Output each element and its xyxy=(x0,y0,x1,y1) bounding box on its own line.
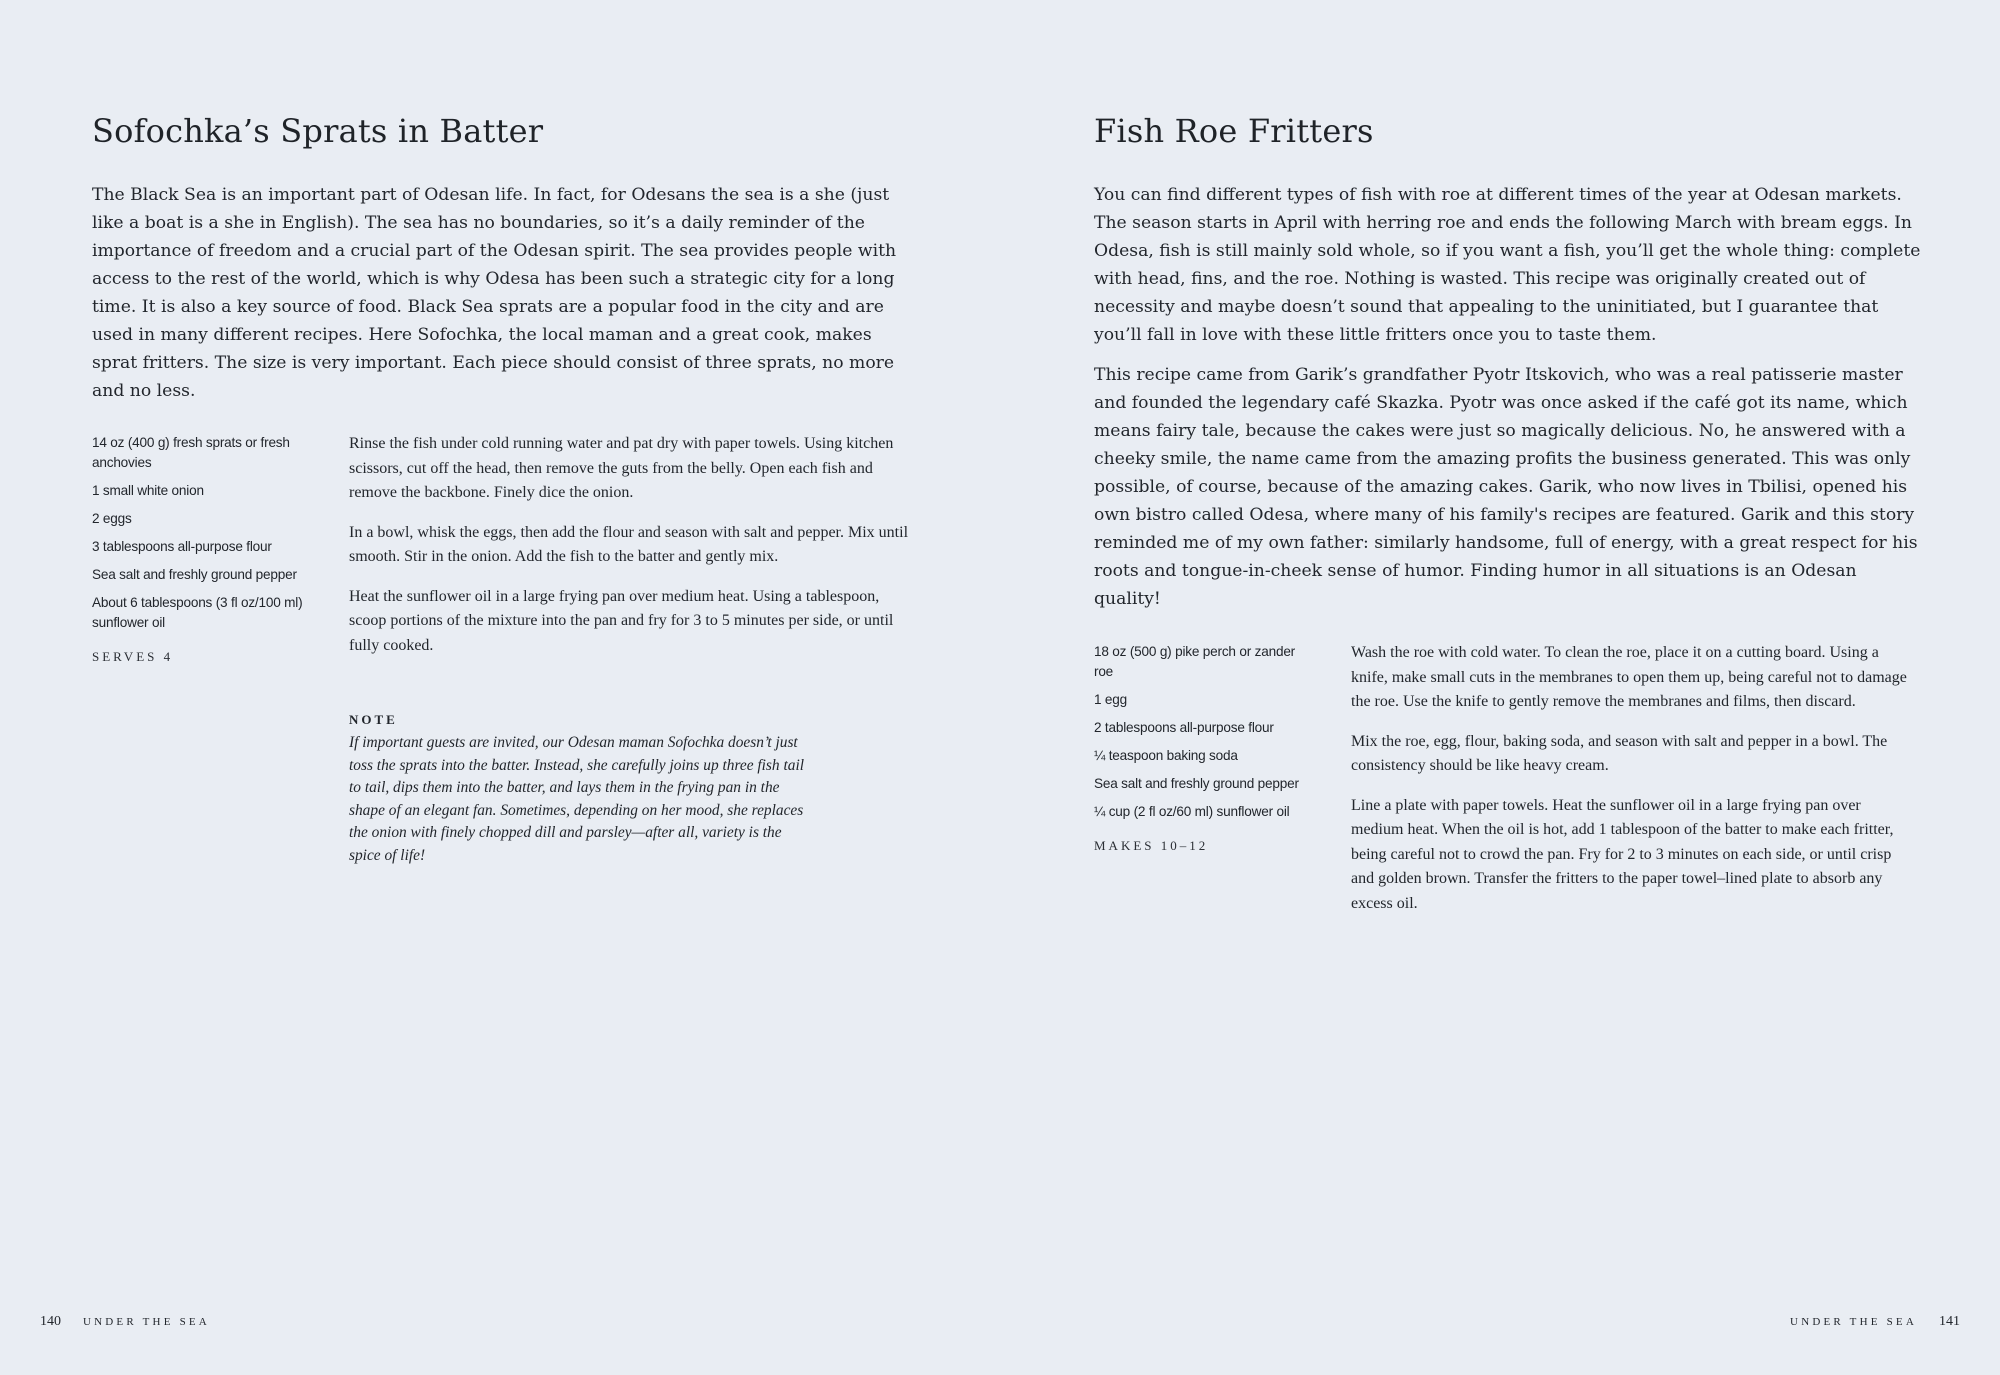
ingredient-item: 2 eggs xyxy=(92,511,132,526)
intro-paragraph: You can find different types of fish with roe at different times of the year at Odesan markets. The season starts in April with herring roe and ends the following March with bream eggs. In Odesa, fish is still mainly sold whole, so if you want a fish, you’ll get the whole thing: complete with head, fins, and the roe. Nothing is wasted. This recipe was originally created out of necessity and maybe doesn’t sound that appealing to the uninitiated, but I guarantee that you’ll fall in love with these little fritters once you to taste them. xyxy=(1094,185,1921,345)
ingredient-item: 14 oz (400 g) fresh sprats or fresh anchovies xyxy=(92,435,290,470)
ingredient-item: 1 small white onion xyxy=(92,483,204,498)
ingredient-item: 2 tablespoons all-purpose flour xyxy=(1094,720,1274,735)
method-step: Line a plate with paper towels. Heat the sunflower oil in a large frying pan over medium heat. When the oil is hot, add 1 tablespoon of the batter to make each fritter, being careful not to crowd the pan. Fry for 2 to 3 minutes on each side, or until crisp and golden brown. Transfer the fritters to the paper towel–lined plate to absorb any excess oil. xyxy=(1351,796,1894,912)
method-step: Heat the sunflower oil in a large frying pan over medium heat. Using a tablespoon, scoop portions of the mixture into the pan and fry for 3 to 5 minutes per side, or until fully cooked. xyxy=(349,587,894,654)
recipe-intro xyxy=(1094,181,1924,625)
method-step: Rinse the fish under cold running water and pat dry with paper towels. Using kitchen scissors, cut off the head, then remove the guts from the belly. Open each fish and remove the backbone. Finely dice the onion. xyxy=(349,435,894,501)
recipe-yield: SERVES 4 xyxy=(92,649,174,664)
intro-paragraph: This recipe came from Garik’s grandfather Pyotr Itskovich, who was a real patisserie master and founded the legendary café Skazka. Pyotr was once asked if the café got its name, which means fairy tale, because the cakes were just so magically delicious. No, he answered with a cheeky smile, the name came from the amazing profits the business generated. This was only possible, of course, because of the amazing cakes. Garik, who now lives in Tbilisi, opened his own bistro called Odesa, where many of his family's recipes are featured. Garik and this story reminded me of my own father: similarly handsome, full of energy, with a great respect for his roots and tongue-in-cheek sense of humor. Finding humor in all situations is an Odesan quality! xyxy=(1094,365,1918,609)
page-number: 141 xyxy=(1939,1314,1960,1329)
recipe-title: Fish Roe Fritters xyxy=(1094,112,1374,150)
ingredient-item: ¼ cup (2 fl oz/60 ml) sunflower oil xyxy=(1094,804,1290,819)
page-number: 140 xyxy=(40,1314,61,1329)
recipe-intro xyxy=(92,181,912,417)
recipe-title: Sofochka’s Sprats in Batter xyxy=(92,112,544,150)
ingredient-item: Sea salt and freshly ground pepper xyxy=(1094,776,1299,791)
right-page xyxy=(1000,0,2000,1375)
note-text: If important guests are invited, our Odesan maman Sofochka doesn’t just toss the sprats into the batter. Instead, she carefully joins up three fish tail to tail, dips them into the batter, and lays them in the frying pan in the shape of an elegant fan. Sometimes, depending on her mood, she replaces the onion with finely chopped dill and parsley—after all, variety is the spice of life! xyxy=(349,734,804,864)
recipe-note xyxy=(349,712,809,867)
intro-paragraph: The Black Sea is an important part of Odesan life. In fact, for Odesans the sea is a she (just like a boat is a she in English). The sea has no boundaries, so it’s a daily reminder of the importance of freedom and a crucial part of the Odesan spirit. The sea provides people with access to the rest of the world, which is why Odesa has been such a strategic city for a long time. It is also a key source of food. Black Sea sprats are a popular food in the city and are used in many different recipes. Here Sofochka, the local maman and a great cook, makes sprat fritters. The size is very important. Each piece should consist of three sprats, no more and no less. xyxy=(92,185,897,401)
ingredient-list xyxy=(1094,642,1314,856)
section-name: UNDER THE SEA xyxy=(1790,1316,1917,1328)
ingredient-item: 3 tablespoons all-purpose flour xyxy=(92,539,272,554)
method-step: In a bowl, whisk the eggs, then add the flour and season with salt and pepper. Mix until smooth. Stir in the onion. Add the fish to the batter and gently mix. xyxy=(349,523,909,565)
ingredient-item: ¼ teaspoon baking soda xyxy=(1094,748,1238,763)
ingredient-item: Sea salt and freshly ground pepper xyxy=(92,567,297,582)
recipe-yield: MAKES 10–12 xyxy=(1094,838,1209,853)
section-name: UNDER THE SEA xyxy=(83,1316,210,1328)
ingredient-list xyxy=(92,433,312,667)
method-step: Mix the roe, egg, flour, baking soda, and season with salt and pepper in a bowl. The consistency should be like heavy cream. xyxy=(1351,732,1888,774)
ingredient-item: 1 egg xyxy=(1094,692,1128,707)
method-step: Wash the roe with cold water. To clean the roe, place it on a cutting board. Using a knife, make small cuts in the membranes to open them up, being careful not to damage the roe. Use the knife to gently remove the membranes and films, then discard. xyxy=(1351,644,1907,710)
method-steps xyxy=(1351,641,1911,931)
ingredient-item: 18 oz (500 g) pike perch or zander roe xyxy=(1094,644,1296,679)
page-footer xyxy=(40,1313,210,1330)
page-footer xyxy=(1790,1313,1960,1330)
method-steps xyxy=(349,432,909,673)
ingredient-item: About 6 tablespoons (3 fl oz/100 ml) sunflower oil xyxy=(92,595,303,630)
note-label: NOTE xyxy=(349,712,398,727)
